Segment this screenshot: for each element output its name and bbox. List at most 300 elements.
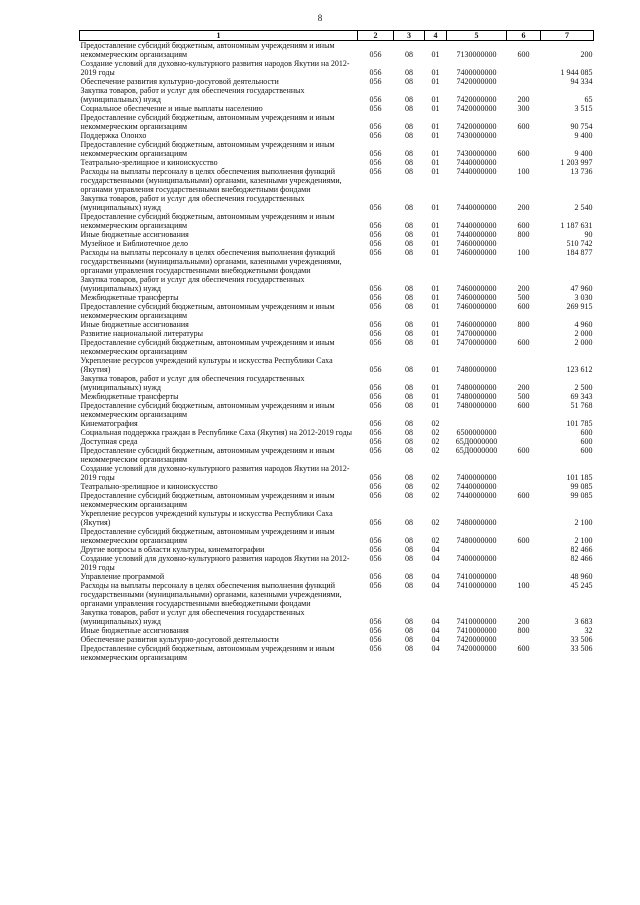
section-code-cell: 08 [405, 248, 413, 257]
table-row [80, 329, 594, 338]
ministry-code-cell: 056 [369, 401, 382, 410]
amount-cell: 33 506 [570, 644, 593, 653]
table-row [80, 428, 594, 437]
section-code-cell: 08 [405, 230, 413, 239]
subsection-code-cell: 04 [431, 545, 440, 554]
subsection-code-cell: 01 [431, 329, 440, 338]
target-article-cell: 7420000000 [456, 77, 497, 86]
subsection-code-cell: 01 [431, 122, 440, 131]
expense-type-cell [507, 158, 541, 167]
table-row [80, 320, 594, 329]
section-code-cell: 08 [405, 149, 413, 158]
subsection-code-cell: 01 [431, 104, 440, 113]
ministry-code-cell: 056 [369, 50, 382, 59]
amount-cell: 65 [584, 95, 593, 104]
ministry-code-cell: 056 [369, 68, 382, 77]
expense-type-cell: 800 [517, 320, 530, 329]
row-name-cell: Закупка товаров, работ и услуг для обеспечения государственных (муниципальных) нужд [80, 608, 305, 626]
expense-type-cell: 300 [517, 104, 530, 113]
row-name-cell: Укрепление ресурсов учреждений культуры и искусства Республики Саха (Якутия) [80, 356, 333, 374]
section-code-cell: 08 [405, 572, 413, 581]
subsection-code-cell: 04 [431, 581, 440, 590]
subsection-code-cell: 01 [431, 392, 440, 401]
subsection-code-cell: 02 [431, 482, 440, 491]
amount-cell: 3 030 [574, 293, 593, 302]
section-code-cell: 08 [405, 644, 413, 653]
expense-type-cell [507, 482, 541, 491]
section-code-cell: 08 [405, 302, 413, 311]
amount-cell: 13 736 [570, 167, 593, 176]
expense-type-cell [507, 419, 541, 428]
amount-cell: 9 400 [574, 131, 593, 140]
table-row [80, 545, 594, 554]
expense-type-cell: 100 [517, 248, 530, 257]
row-name-cell: Предоставление субсидий бюджетным, автономным учреждениям и иным некоммерческим организациям [80, 527, 335, 545]
subsection-code-cell: 02 [431, 536, 440, 545]
amount-cell: 32 [584, 626, 593, 635]
row-name-cell: Иные бюджетные ассигнования [80, 230, 189, 239]
row-name-cell: Укрепление ресурсов учреждений культуры и искусства Республики Саха (Якутия) [80, 509, 333, 527]
section-code-cell: 08 [405, 365, 413, 374]
column-header: 1 [80, 31, 358, 41]
expense-type-cell [507, 131, 541, 140]
ministry-code-cell: 056 [369, 626, 382, 635]
table-row [80, 581, 594, 608]
table-row [80, 491, 594, 509]
amount-cell: 90 [584, 230, 593, 239]
table-row [80, 401, 594, 419]
subsection-code-cell: 01 [431, 95, 440, 104]
subsection-code-cell: 01 [431, 221, 440, 230]
target-article-cell [447, 419, 507, 428]
section-code-cell: 08 [405, 77, 413, 86]
section-code-cell: 08 [405, 239, 413, 248]
target-article-cell: 7480000000 [456, 392, 497, 401]
ministry-code-cell: 056 [369, 203, 382, 212]
row-name-cell: Обеспечение развития культурно-досуговой деятельности [80, 77, 279, 86]
table-row [80, 140, 594, 158]
subsection-code-cell: 02 [431, 518, 440, 527]
budget-table [79, 30, 594, 662]
ministry-code-cell: 056 [369, 617, 382, 626]
target-article-cell: 7410000000 [456, 572, 497, 581]
expense-type-cell: 600 [517, 491, 530, 500]
row-name-cell: Доступная среда [80, 437, 138, 446]
amount-cell: 3 515 [574, 104, 593, 113]
amount-cell: 600 [580, 428, 593, 437]
amount-cell: 4 960 [574, 320, 593, 329]
section-code-cell: 08 [405, 293, 413, 302]
expense-type-cell [507, 509, 541, 527]
ministry-code-cell: 056 [369, 536, 382, 545]
expense-type-cell: 600 [517, 644, 530, 653]
target-article-cell: 7130000000 [456, 50, 497, 59]
table-row [80, 86, 594, 104]
target-article-cell: 7480000000 [456, 518, 497, 527]
section-code-cell: 08 [405, 284, 413, 293]
section-code-cell: 08 [405, 338, 413, 347]
subsection-code-cell: 01 [431, 320, 440, 329]
target-article-cell: 7480000000 [456, 383, 497, 392]
amount-cell: 1 944 085 [560, 68, 593, 77]
expense-type-cell [507, 554, 541, 572]
amount-cell: 33 506 [570, 635, 593, 644]
row-name-cell: Межбюджетные трансферты [80, 293, 179, 302]
column-header: 3 [394, 31, 425, 41]
ministry-code-cell: 056 [369, 437, 382, 446]
row-name-cell: Музейное и Библиотечное дело [80, 239, 188, 248]
table-row [80, 626, 594, 635]
subsection-code-cell: 01 [431, 293, 440, 302]
section-code-cell: 08 [405, 221, 413, 230]
subsection-code-cell: 04 [431, 626, 440, 635]
row-name-cell: Иные бюджетные ассигнования [80, 320, 189, 329]
table-row [80, 230, 594, 239]
target-article-cell: 7460000000 [456, 302, 497, 311]
table-row [80, 59, 594, 77]
expense-type-cell: 100 [517, 581, 530, 590]
expense-type-cell: 800 [517, 230, 530, 239]
ministry-code-cell: 056 [369, 149, 382, 158]
target-article-cell: 7440000000 [456, 221, 497, 230]
row-name-cell: Создание условий для духовно-культурного развития народов Якутии на 2012-2019 годы [80, 554, 350, 572]
section-code-cell: 08 [405, 545, 413, 554]
expense-type-cell: 600 [517, 446, 530, 455]
target-article-cell: 7420000000 [456, 644, 497, 653]
row-name-cell: Развитие национальной литературы [80, 329, 203, 338]
amount-cell: 184 877 [566, 248, 593, 257]
row-name-cell: Другие вопросы в области культуры, кинематографии [80, 545, 265, 554]
expense-type-cell [507, 239, 541, 248]
table-row [80, 419, 594, 428]
target-article-cell: 7440000000 [456, 230, 497, 239]
amount-cell: 90 754 [570, 122, 593, 131]
expense-type-cell [507, 77, 541, 86]
ministry-code-cell: 056 [369, 491, 382, 500]
amount-cell: 101 185 [566, 473, 593, 482]
amount-cell: 3 683 [574, 617, 593, 626]
target-article-cell: 7400000000 [456, 68, 497, 77]
ministry-code-cell: 056 [369, 302, 382, 311]
target-article-cell: 7430000000 [456, 131, 497, 140]
target-article-cell: 7440000000 [456, 482, 497, 491]
subsection-code-cell: 04 [431, 635, 440, 644]
amount-cell: 1 187 631 [560, 221, 593, 230]
row-name-cell: Закупка товаров, работ и услуг для обеспечения государственных (муниципальных) нужд [80, 275, 305, 293]
table-row [80, 464, 594, 482]
ministry-code-cell: 056 [369, 131, 382, 140]
amount-cell: 48 960 [570, 572, 593, 581]
amount-cell: 510 742 [566, 239, 593, 248]
ministry-code-cell: 056 [369, 554, 382, 563]
subsection-code-cell: 01 [431, 158, 440, 167]
section-code-cell: 08 [405, 626, 413, 635]
ministry-code-cell: 056 [369, 338, 382, 347]
section-code-cell: 08 [405, 446, 413, 455]
ministry-code-cell: 056 [369, 239, 382, 248]
target-article-cell: 7420000000 [456, 122, 497, 131]
target-article-cell: 6500000000 [456, 428, 497, 437]
section-code-cell: 08 [405, 581, 413, 590]
table-row [80, 356, 594, 374]
subsection-code-cell: 02 [431, 419, 440, 428]
target-article-cell: 7410000000 [456, 617, 497, 626]
ministry-code-cell: 056 [369, 383, 382, 392]
target-article-cell: 7460000000 [456, 248, 497, 257]
row-name-cell: Обеспечение развития культурно-досуговой деятельности [80, 635, 279, 644]
amount-cell: 1 203 997 [560, 158, 593, 167]
subsection-code-cell: 01 [431, 248, 440, 257]
target-article-cell: 7420000000 [456, 95, 497, 104]
ministry-code-cell: 056 [369, 329, 382, 338]
column-header: 7 [541, 31, 594, 41]
amount-cell: 82 466 [570, 554, 593, 563]
expense-type-cell: 600 [517, 536, 530, 545]
table-row [80, 131, 594, 140]
row-name-cell: Социальное обеспечение и иные выплаты населению [80, 104, 263, 113]
row-name-cell: Расходы на выплаты персоналу в целях обеспечения выполнения функций государственными (муниципальными) органами, казенными учреждениями, органами управления государственными внебюджетными фондами [80, 248, 342, 275]
subsection-code-cell: 01 [431, 50, 440, 59]
row-name-cell: Расходы на выплаты персоналу в целях обеспечения выполнения функций государственными (муниципальными) органами, казенными учреждениями, органами управления государственными внебюджетными фондами [80, 167, 342, 194]
expense-type-cell: 600 [517, 149, 530, 158]
amount-cell: 2 540 [574, 203, 593, 212]
amount-cell: 99 085 [570, 491, 593, 500]
ministry-code-cell: 056 [369, 95, 382, 104]
expense-type-cell: 500 [517, 293, 530, 302]
expense-type-cell: 800 [517, 626, 530, 635]
column-header: 5 [447, 31, 507, 41]
table-row [80, 644, 594, 662]
target-article-cell: 7440000000 [456, 158, 497, 167]
target-article-cell: 65Д0000000 [455, 446, 498, 455]
subsection-code-cell: 02 [431, 473, 440, 482]
ministry-code-cell: 056 [369, 473, 382, 482]
target-article-cell: 7440000000 [456, 203, 497, 212]
amount-cell: 82 466 [570, 545, 593, 554]
target-article-cell: 7480000000 [456, 401, 497, 410]
table-row [80, 239, 594, 248]
target-article-cell: 7410000000 [456, 581, 497, 590]
section-code-cell: 08 [405, 203, 413, 212]
target-article-cell: 7480000000 [456, 365, 497, 374]
target-article-cell: 7400000000 [456, 554, 497, 563]
amount-cell: 2 100 [574, 518, 593, 527]
table-row [80, 167, 594, 194]
section-code-cell: 08 [405, 491, 413, 500]
ministry-code-cell: 056 [369, 482, 382, 491]
subsection-code-cell: 01 [431, 365, 440, 374]
row-name-cell: Создание условий для духовно-культурного развития народов Якутии на 2012-2019 годы [80, 464, 350, 482]
section-code-cell: 08 [405, 518, 413, 527]
section-code-cell: 08 [405, 320, 413, 329]
expense-type-cell: 100 [517, 167, 530, 176]
section-code-cell: 08 [405, 635, 413, 644]
column-header: 6 [507, 31, 541, 41]
table-row [80, 446, 594, 464]
amount-cell: 2 500 [574, 383, 593, 392]
target-article-cell: 65Д0000000 [455, 437, 498, 446]
table-row [80, 338, 594, 356]
ministry-code-cell: 056 [369, 122, 382, 131]
amount-cell: 600 [580, 446, 593, 455]
section-code-cell: 08 [405, 401, 413, 410]
section-code-cell: 08 [405, 617, 413, 626]
row-name-cell: Закупка товаров, работ и услуг для обеспечения государственных (муниципальных) нужд [80, 374, 305, 392]
row-name-cell: Театрально-зрелищное и киноискусство [80, 482, 218, 491]
target-article-cell: 7460000000 [456, 284, 497, 293]
amount-cell: 51 768 [570, 401, 593, 410]
subsection-code-cell: 01 [431, 383, 440, 392]
table-row [80, 635, 594, 644]
target-article-cell: 7420000000 [456, 635, 497, 644]
subsection-code-cell: 01 [431, 338, 440, 347]
table-row [80, 77, 594, 86]
subsection-code-cell: 01 [431, 167, 440, 176]
page-number: 8 [317, 13, 323, 23]
target-article-cell: 7470000000 [456, 338, 497, 347]
expense-type-cell: 200 [517, 203, 530, 212]
column-header: 2 [358, 31, 394, 41]
subsection-code-cell: 04 [431, 617, 440, 626]
amount-cell: 101 785 [566, 419, 593, 428]
subsection-code-cell: 01 [431, 401, 440, 410]
target-article-cell: 7410000000 [456, 626, 497, 635]
ministry-code-cell: 056 [369, 518, 382, 527]
section-code-cell: 08 [405, 536, 413, 545]
amount-cell: 2 100 [574, 536, 593, 545]
amount-cell: 99 085 [570, 482, 593, 491]
row-name-cell: Управление программой [80, 572, 165, 581]
table-row [80, 113, 594, 131]
ministry-code-cell: 056 [369, 320, 382, 329]
header-row [80, 31, 594, 41]
table-row [80, 104, 594, 113]
ministry-code-cell: 056 [369, 392, 382, 401]
row-name-cell: Закупка товаров, работ и услуг для обеспечения государственных (муниципальных) нужд [80, 86, 305, 104]
subsection-code-cell: 01 [431, 77, 440, 86]
row-name-cell: Закупка товаров, работ и услуг для обеспечения государственных (муниципальных) нужд [80, 194, 305, 212]
expense-type-cell: 600 [517, 50, 530, 59]
section-code-cell: 08 [405, 554, 413, 563]
table-row [80, 527, 594, 545]
expense-type-cell: 600 [517, 302, 530, 311]
section-code-cell: 08 [405, 419, 413, 428]
target-article-cell: 7460000000 [456, 239, 497, 248]
expense-type-cell [507, 437, 541, 446]
subsection-code-cell: 01 [431, 284, 440, 293]
amount-cell: 200 [580, 50, 593, 59]
section-code-cell: 08 [405, 167, 413, 176]
expense-type-cell: 200 [517, 95, 530, 104]
expense-type-cell [507, 329, 541, 338]
section-code-cell: 08 [405, 473, 413, 482]
amount-cell: 94 334 [570, 77, 593, 86]
ministry-code-cell: 056 [369, 293, 382, 302]
row-name-cell: Расходы на выплаты персоналу в целях обеспечения выполнения функций государственными (муниципальными) органами, казенными учреждениями, органами управления государственными внебюджетными фондами [80, 581, 342, 608]
amount-cell: 9 400 [574, 149, 593, 158]
subsection-code-cell: 04 [431, 644, 440, 653]
section-code-cell: 08 [405, 95, 413, 104]
expense-type-cell [507, 545, 541, 554]
amount-cell: 123 612 [566, 365, 593, 374]
expense-type-cell: 200 [517, 383, 530, 392]
row-name-cell: Предоставление субсидий бюджетным, автономным учреждениям и иным некоммерческим организациям [80, 302, 335, 320]
table-row [80, 212, 594, 230]
section-code-cell: 08 [405, 329, 413, 338]
expense-type-cell: 600 [517, 338, 530, 347]
section-code-cell: 08 [405, 428, 413, 437]
section-code-cell: 08 [405, 122, 413, 131]
ministry-code-cell: 056 [369, 419, 382, 428]
ministry-code-cell: 056 [369, 428, 382, 437]
table-row [80, 248, 594, 275]
row-name-cell: Предоставление субсидий бюджетным, автономным учреждениям и иным некоммерческим организациям [80, 140, 335, 158]
ministry-code-cell: 056 [369, 365, 382, 374]
ministry-code-cell: 056 [369, 284, 382, 293]
table-row [80, 302, 594, 320]
table-row [80, 392, 594, 401]
section-code-cell: 08 [405, 392, 413, 401]
table-row [80, 482, 594, 491]
row-name-cell: Межбюджетные трансферты [80, 392, 179, 401]
ministry-code-cell: 056 [369, 158, 382, 167]
ministry-code-cell: 056 [369, 581, 382, 590]
target-article-cell: 7460000000 [456, 293, 497, 302]
ministry-code-cell: 056 [369, 104, 382, 113]
subsection-code-cell: 01 [431, 203, 440, 212]
row-name-cell: Предоставление субсидий бюджетным, автономным учреждениям и иным некоммерческим организациям [80, 491, 335, 509]
subsection-code-cell: 02 [431, 491, 440, 500]
table-row [80, 572, 594, 581]
row-name-cell: Социальная поддержка граждан в Республике Саха (Якутия) на 2012-2019 годы [80, 428, 353, 437]
row-name-cell: Поддержка Олонхо [80, 131, 147, 140]
amount-cell: 47 960 [570, 284, 593, 293]
table-row [80, 554, 594, 572]
subsection-code-cell: 04 [431, 572, 440, 581]
amount-cell: 269 915 [566, 302, 593, 311]
table-row [80, 608, 594, 626]
target-article-cell: 7460000000 [456, 320, 497, 329]
row-name-cell: Предоставление субсидий бюджетным, автономным учреждениям и иным некоммерческим организациям [80, 41, 335, 59]
subsection-code-cell: 02 [431, 437, 440, 446]
expense-type-cell [507, 572, 541, 581]
row-name-cell: Предоставление субсидий бюджетным, автономным учреждениям и иным некоммерческим организациям [80, 212, 335, 230]
column-header: 4 [425, 31, 447, 41]
section-code-cell: 08 [405, 131, 413, 140]
row-name-cell: Предоставление субсидий бюджетным, автономным учреждениям и иным некоммерческим организациям [80, 401, 335, 419]
subsection-code-cell: 01 [431, 131, 440, 140]
subsection-code-cell: 01 [431, 230, 440, 239]
expense-type-cell: 600 [517, 122, 530, 131]
table-row [80, 437, 594, 446]
table-row [80, 158, 594, 167]
section-code-cell: 08 [405, 437, 413, 446]
expense-type-cell: 500 [517, 392, 530, 401]
target-article-cell: 7430000000 [456, 149, 497, 158]
target-article-cell: 7440000000 [456, 491, 497, 500]
section-code-cell: 08 [405, 482, 413, 491]
target-article-cell: 7420000000 [456, 104, 497, 113]
table-row [80, 41, 594, 60]
table-body [80, 41, 594, 663]
table-row [80, 293, 594, 302]
ministry-code-cell: 056 [369, 248, 382, 257]
expense-type-cell [507, 464, 541, 482]
table-row [80, 194, 594, 212]
amount-cell: 600 [580, 437, 593, 446]
subsection-code-cell: 04 [431, 554, 440, 563]
row-name-cell: Иные бюджетные ассигнования [80, 626, 189, 635]
